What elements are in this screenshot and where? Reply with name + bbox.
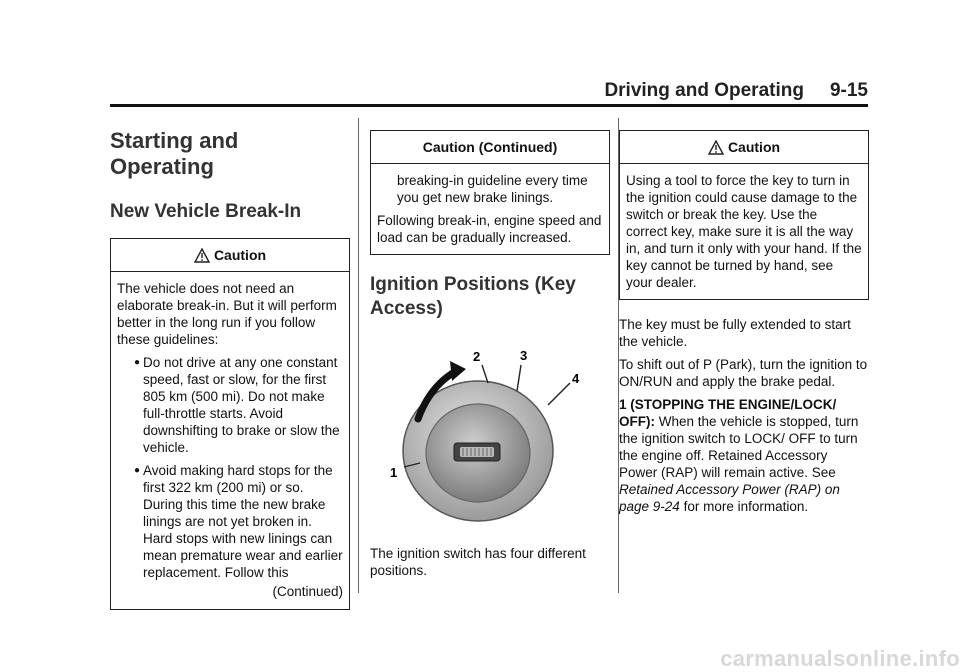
page-header <box>110 80 868 100</box>
item-label: 1 (STOPPING THE ENGINE/LOCK/ OFF): <box>619 397 837 429</box>
header-rule <box>110 104 868 107</box>
cross-reference-link[interactable]: Retained Accessory Power (RAP) on page 9-24 <box>619 482 840 514</box>
figure-caption: The ignition switch has four different positions. <box>370 546 586 578</box>
bullet-icon: ● <box>134 465 141 476</box>
caution-title: Caution <box>727 139 781 155</box>
item-text: When the vehicle is stopped, turn the ignition switch to LOCK/ OFF to turn the engine off. Retained Accessory Power (RAP) will remain active. See <box>619 414 859 480</box>
caution-box <box>110 238 350 610</box>
section-heading: Starting and Operating <box>110 128 239 179</box>
caution-box-continued <box>370 130 610 255</box>
position-label-1: 1 <box>390 465 398 480</box>
subsection-heading: Ignition Positions (Key Access) <box>370 274 576 319</box>
page-number: 9-15 <box>829 80 868 101</box>
position-label-2: 2 <box>473 349 481 364</box>
continued-label: (Continued) <box>272 584 343 599</box>
column-3 <box>619 118 869 515</box>
bullet-icon: ● <box>134 357 141 368</box>
caution-paragraph: Following break-in, engine speed and load can be gradually increased. <box>377 213 602 245</box>
position-label-3: 3 <box>520 348 528 363</box>
item-text-tail: for more information. <box>683 499 809 514</box>
paragraph: The key must be fully extended to start the vehicle. <box>619 317 851 349</box>
bullet-continuation: breaking-in guideline every time you get new brake linings. <box>397 173 588 205</box>
caution-title: Caution <box>213 247 267 263</box>
warning-icon <box>708 140 724 155</box>
caution-title: Caution (Continued) <box>371 131 609 164</box>
subsection-heading: New Vehicle Break-In <box>110 201 302 222</box>
list-item: ● Avoid making hard stops for the first 322 km (200 mi) or so. During this time the new brake linings are not yet broken in. Hard stops with new linings can mean premature wear and earlier replacement. Follow this <box>134 463 343 580</box>
column-1 <box>110 118 350 610</box>
ignition-switch-figure <box>370 331 610 531</box>
section-title: Driving and Operating <box>604 80 804 101</box>
column-divider <box>358 118 359 593</box>
warning-icon <box>194 248 210 263</box>
position-label-4: 4 <box>572 371 580 386</box>
list-item: ● Do not drive at any one constant speed, fast or slow, for the first 805 km (500 mi). Do not make full-throttle starts. Avoid downshifting to brake or slow the vehicle. <box>134 355 340 455</box>
paragraph <box>619 396 869 515</box>
column-2 <box>370 118 610 579</box>
caution-box <box>619 130 869 300</box>
watermark: carmanualsonline.info <box>720 646 960 671</box>
caution-body: Using a tool to force the key to turn in the ignition could cause damage to the switch or break the key. Use the correct key, make sure it is all the way in, and turn it only with your hand. If the key cannot be turned by hand, see your dealer. <box>626 173 862 290</box>
caution-intro: The vehicle does not need an elaborate break-in. But it will perform better in the long run if you follow these guidelines: <box>117 281 337 347</box>
paragraph: To shift out of P (Park), turn the ignition to ON/RUN and apply the brake pedal. <box>619 357 868 389</box>
